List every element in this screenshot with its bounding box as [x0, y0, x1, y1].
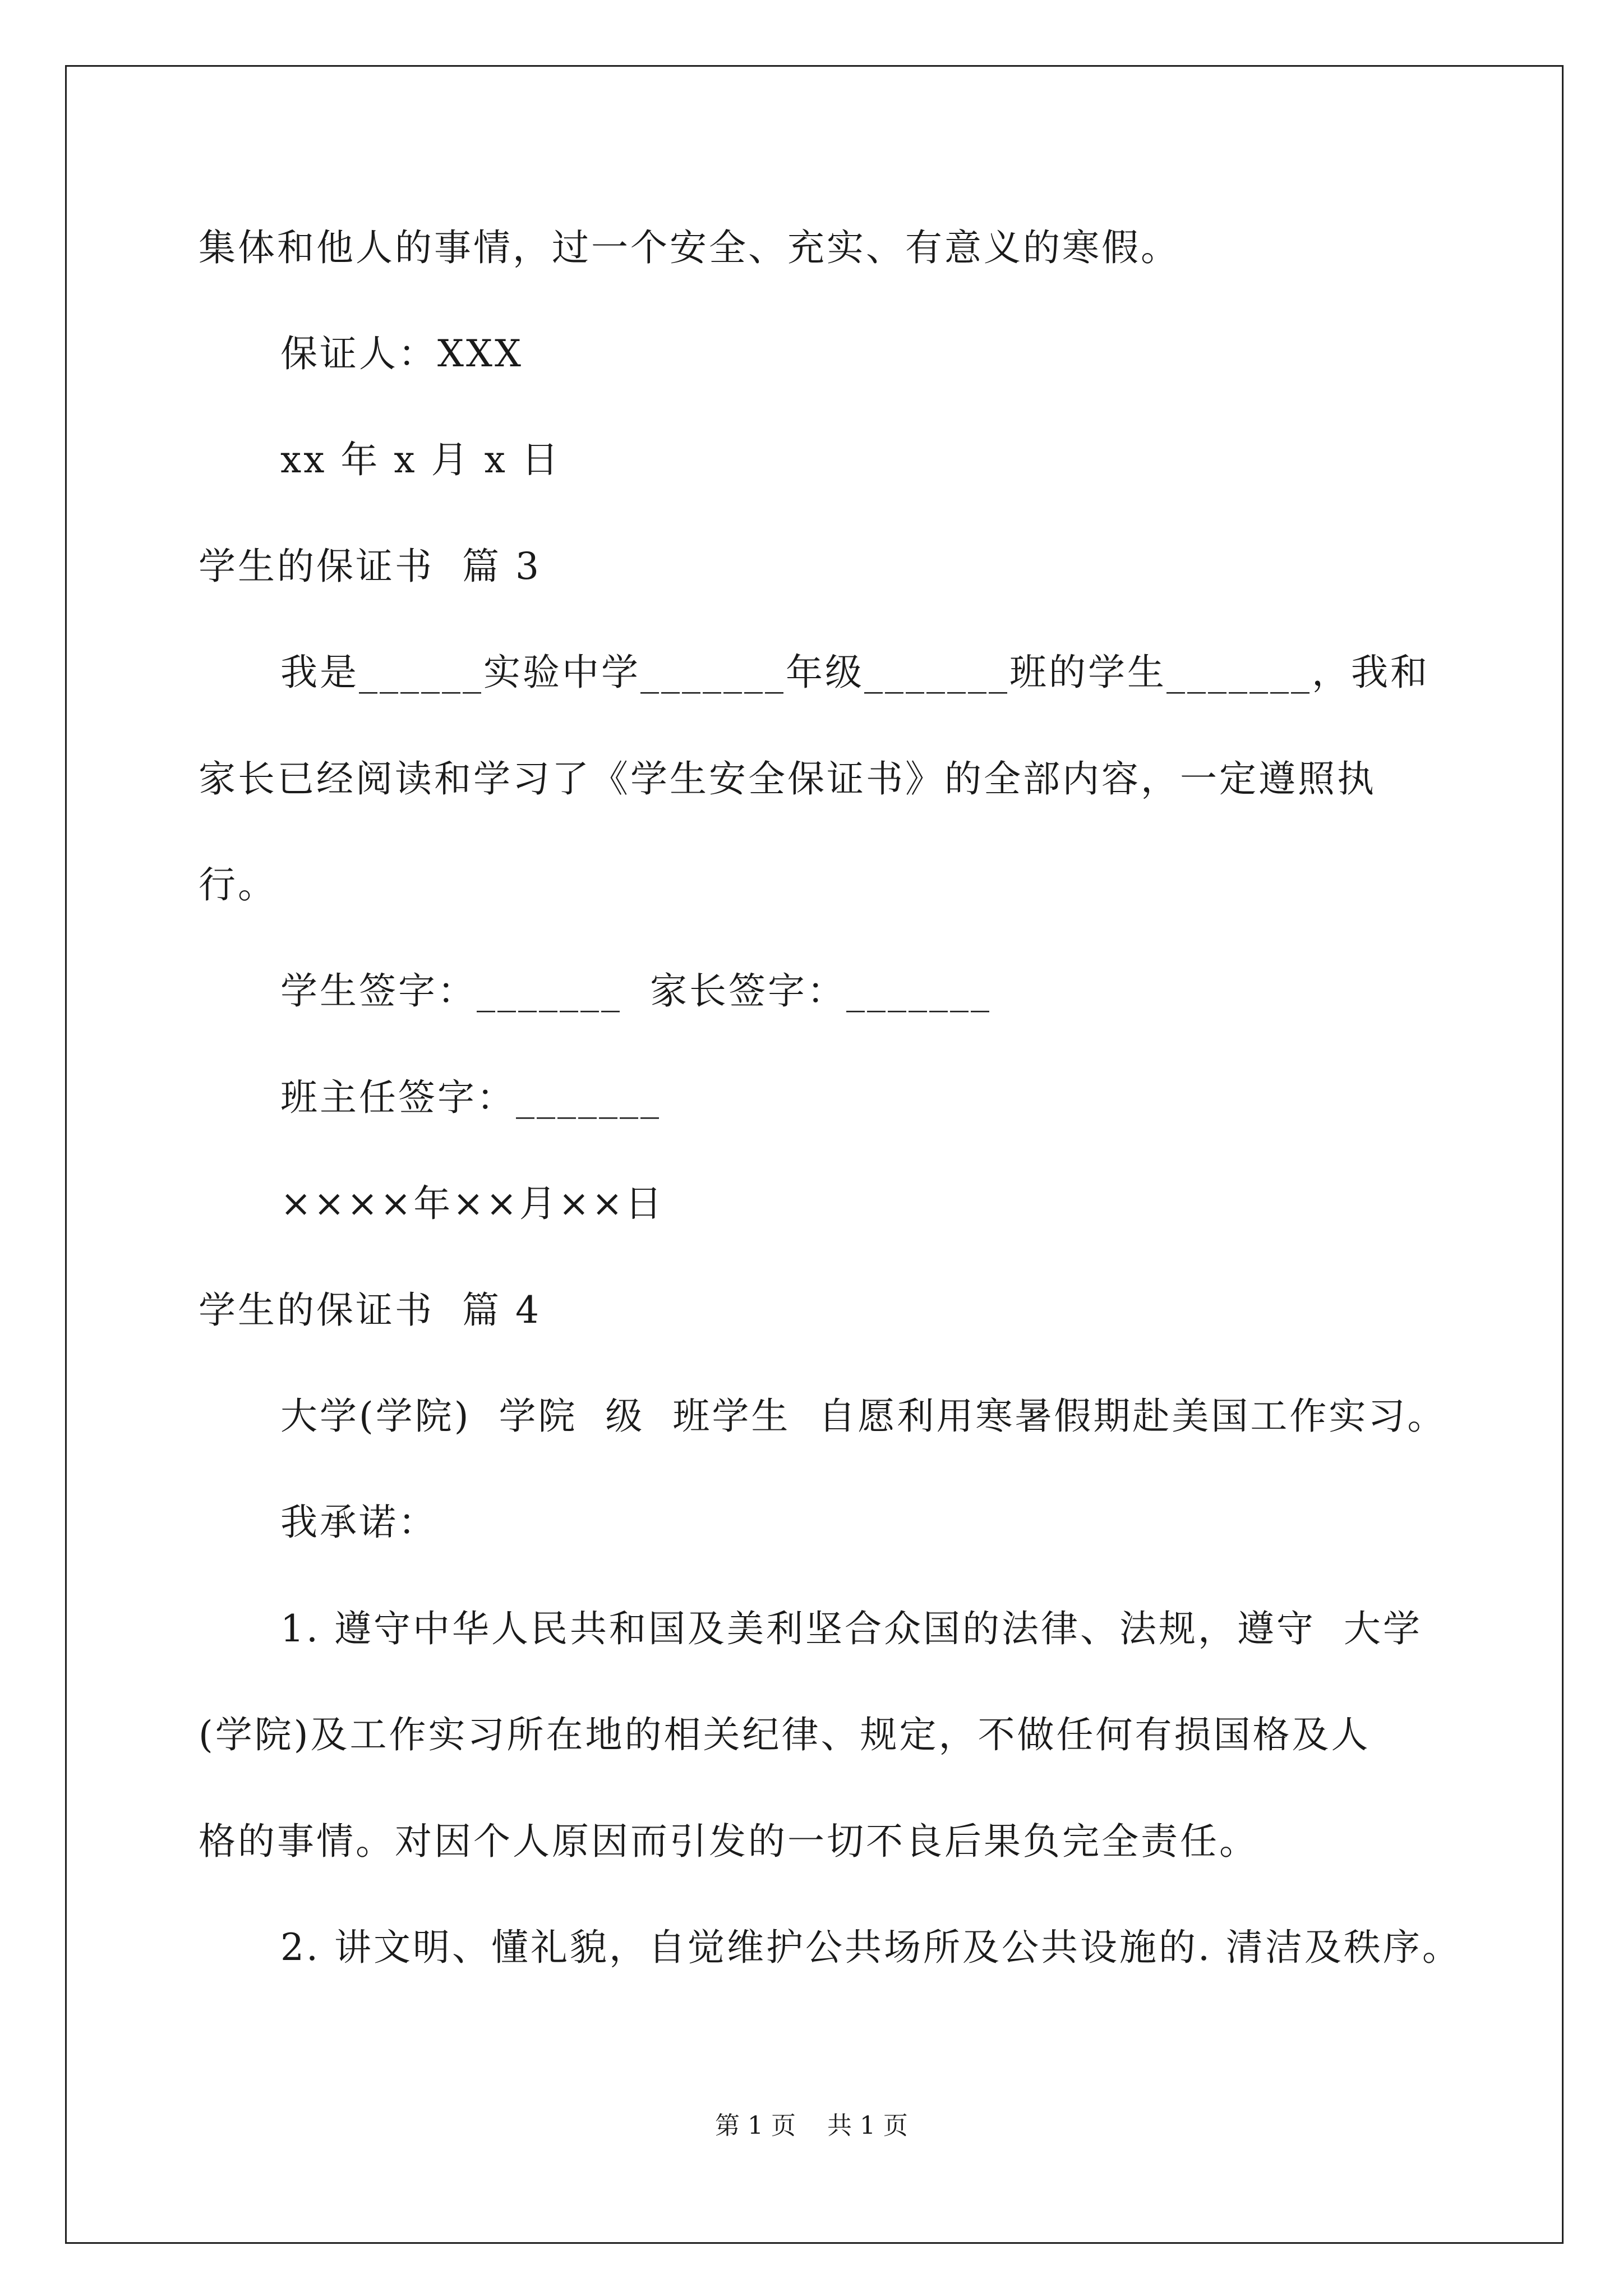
- list-item-1-continued: (学院)及工作实习所在地的相关纪律、规定，不做任何有损国格及人: [199, 1713, 1371, 1756]
- date-line: ××××年××月××日: [280, 1182, 665, 1225]
- signature-line: 学生签字：_______ 家长签字：_______: [280, 969, 992, 1013]
- page-border: [65, 65, 1564, 2244]
- list-item-1-continued: 格的事情。对因个人原因而引发的一切不良后果负完全责任。: [199, 1820, 1258, 1863]
- date-line: xx 年 x 月 x 日: [280, 438, 561, 481]
- list-item-2: 2. 讲文明、懂礼貌，自觉维护公共场所及公共设施的. 清洁及秩序。: [280, 1926, 1461, 1969]
- list-item-1: 1. 遵守中华人民共和国及美利坚合众国的法律、法规，遵守 大学: [280, 1607, 1422, 1650]
- page-number-footer: 第 1 页 共 1 页: [715, 2111, 908, 2140]
- paragraph-line: 行。: [199, 863, 277, 907]
- paragraph-line: 我承诺：: [280, 1501, 437, 1544]
- paragraph-line: 我是______实验中学_______年级_______班的学生_______，我和: [280, 651, 1430, 694]
- signature-line: 班主任签字：_______: [280, 1076, 661, 1119]
- section-heading-3: 学生的保证书 篇 3: [199, 545, 541, 588]
- paragraph-line: 大学(学院) 学院 级 班学生 自愿利用寒暑假期赴美国工作实习。: [280, 1395, 1447, 1438]
- paragraph-line: 集体和他人的事情，过一个安全、充实、有意义的寒假。: [199, 226, 1180, 269]
- section-heading-4: 学生的保证书 篇 4: [199, 1289, 541, 1332]
- paragraph-line: 家长已经阅读和学习了《学生安全保证书》的全部内容，一定遵照执: [199, 757, 1376, 800]
- guarantor-line: 保证人：XXX: [280, 332, 523, 375]
